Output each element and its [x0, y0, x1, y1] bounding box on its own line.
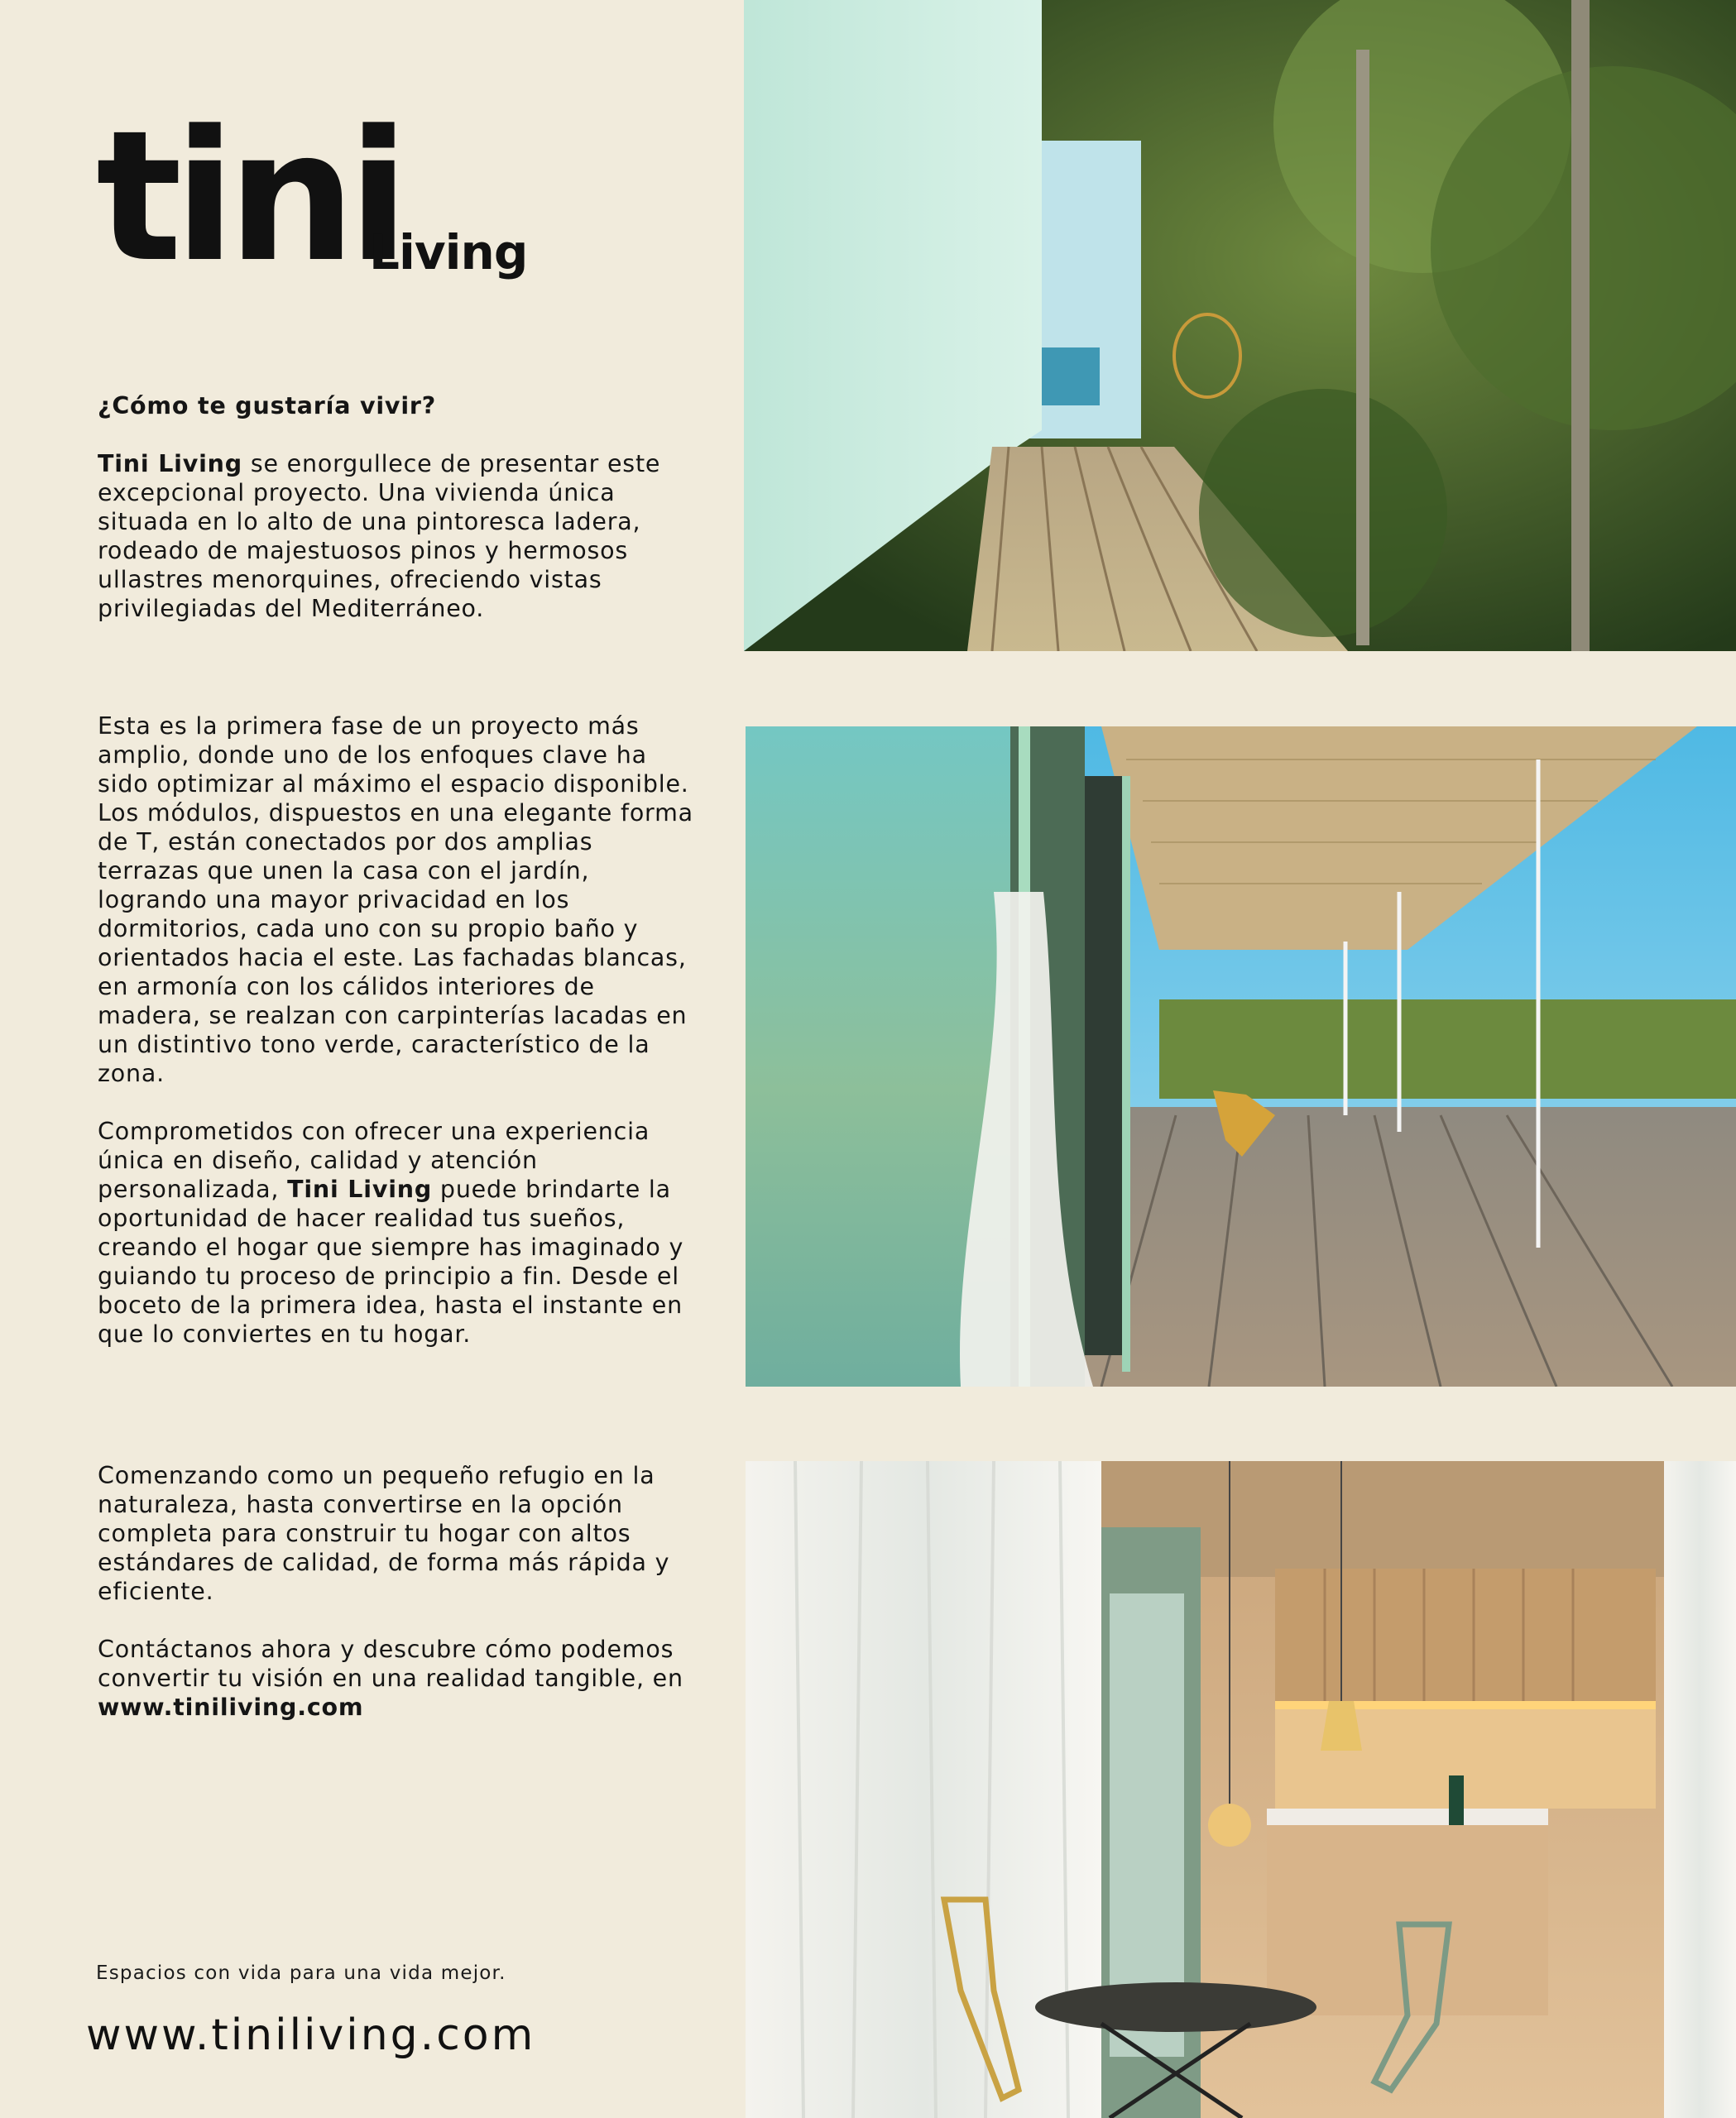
contact-paragraph [98, 1635, 693, 1722]
tagline: Espacios con vida para una vida mejor. [96, 1962, 506, 1984]
contact-website-link[interactable]: www.tiniliving.com [98, 1694, 364, 1721]
photo-kitchen-interior [746, 1461, 1736, 2118]
intro-paragraph [98, 449, 693, 623]
photo-terrace-pergola [746, 726, 1736, 1387]
footer-website-link[interactable]: www.tiniliving.com [86, 2010, 536, 2060]
brand-name-bold: Tini Living [287, 1176, 433, 1203]
photo-house-walkway [744, 0, 1736, 651]
terrace-image [746, 726, 1736, 1387]
tini-living-logo [96, 93, 559, 302]
intro-paragraph-text: se enorgullece de presentar este excepcional proyecto. Una vivienda única situada en lo alto de una pintoresca ladera, rodeado de majestuosos pinos y hermosos ullastres menorquines, ofreciendo vistas privilegiadas del Mediterráneo. [98, 450, 661, 622]
refuge-paragraph: Comenzando como un pequeño refugio en la naturaleza, hasta convertirse en la opción completa para construir tu hogar con altos estándares de calidad, de forma más rápida y eficiente. [98, 1462, 670, 1605]
commitment-text-end: puede brindarte la oportunidad de hacer realidad tus sueños, creando el hogar que siempre has imaginado y guiando tu proceso de principio a fin. Desde el boceto de la primera idea, hasta el instante en que lo conviertes en tu hogar. [98, 1176, 684, 1348]
kitchen-image [746, 1461, 1736, 2118]
commitment-text-start: Comprometidos con ofrecer una experiencia única en diseño, calidad y atención personalizada, [98, 1118, 650, 1203]
commitment-paragraph [98, 1117, 693, 1349]
intro-text-block [98, 391, 693, 652]
walkway-image [744, 0, 1736, 651]
brand-name-bold: Tini Living [98, 450, 242, 477]
project-text-block [98, 712, 693, 1378]
logo-wordmark: tini [96, 93, 401, 302]
project-paragraph: Esta es la primera fase de un proyecto más amplio, donde uno de los enfoques clave ha sido optimizar al máximo el espacio disponible. Los módulos, dispuestos en una elegante forma de T, están conectados por dos amplias terrazas que unen la casa con el jardín, logrando una mayor privacidad en los dormitorios, cada uno con su propio baño y orientados hacia el este. Las fachadas blancas, en armonía con los cálidos interiores de madera, se realzan con carpinterías lacadas en un distintivo tono verde, característico de la zona. [98, 712, 693, 1087]
contact-text: Contáctanos ahora y descubre cómo podemos convertir tu visión en una realidad tangible, en [98, 1636, 683, 1692]
logo-subtitle: Living [369, 224, 528, 280]
intro-heading: ¿Cómo te gustaría vivir? [98, 392, 437, 419]
contact-text-block [98, 1461, 693, 1751]
